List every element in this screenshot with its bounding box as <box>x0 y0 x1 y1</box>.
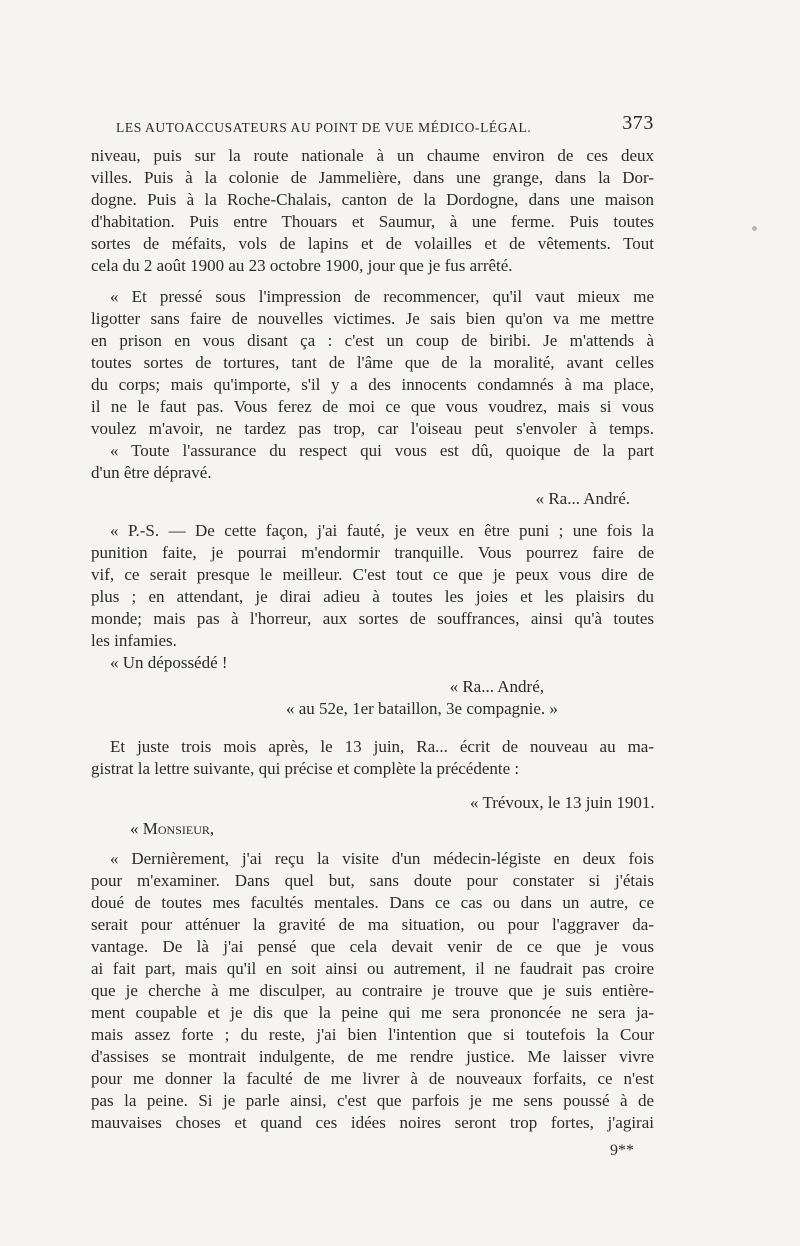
text-line: niveau, puis sur la route nationale à un chaume environ de ces deux <box>91 146 654 165</box>
signature: « Ra... André. <box>535 489 630 508</box>
text-line: serait pour atténuer la gravité de ma situation, ou pour l'aggraver da- <box>91 915 654 934</box>
text-line: « P.-S. — De cette façon, j'ai fauté, je veux en être puni ; une fois la <box>110 521 654 540</box>
text-line: Et juste trois mois après, le 13 juin, Ra... écrit de nouveau au ma- <box>110 737 654 756</box>
page-header <box>116 112 654 142</box>
text-line: d'habitation. Puis entre Thouars et Saumur, à une ferme. Puis toutes <box>91 212 654 231</box>
signature-unit: « au 52e, 1er bataillon, 3e compagnie. » <box>286 699 558 718</box>
signature-mark: 9** <box>610 1142 634 1159</box>
text-line: pour me donner la faculté de me livrer à de nouveaux forfaits, ce n'est <box>91 1069 654 1088</box>
text-line: sortes de méfaits, vols de lapins et de volailles et de vêtements. Tout <box>91 234 654 253</box>
text-line: ment coupable et je dis que la peine qui me sera prononcée ne sera ja- <box>91 1003 654 1022</box>
text-line: il ne le faut pas. Vous ferez de moi ce que vous voudrez, mais si vous <box>91 397 654 416</box>
text-line: « Un dépossédé ! <box>110 653 228 672</box>
text-line: ai fait part, mais qu'il en soit ainsi ou autrement, il ne faudrait pas croire <box>91 959 654 978</box>
text-line: plus ; en attendant, je dirai adieu à toutes les joies et les plaisirs du <box>91 587 654 606</box>
text-line: ligotter sans faire de nouvelles victimes. Je sais bien qu'on va me mettre <box>91 309 654 328</box>
text-line: les infamies. <box>91 631 177 650</box>
text-line: mauvaises choses et quand ces idées noires seront trop fortes, j'agirai <box>91 1113 654 1132</box>
text-line: mais assez forte ; du reste, j'ai bien l'intention que si toutefois la Cour <box>91 1025 654 1044</box>
running-title: LES AUTOACCUSATEURS AU POINT DE VUE MÉDICO-LÉGAL. <box>116 120 532 135</box>
text-line: « Toute l'assurance du respect qui vous est dû, quoique de la part <box>110 441 654 460</box>
text-line: pas la peine. Si je parle ainsi, c'est que parfois je me sens poussé à de <box>91 1091 654 1110</box>
text-line: d'un être dépravé. <box>91 463 212 482</box>
text-line: que je cherche à me disculper, au contraire je trouve que je suis entière- <box>91 981 654 1000</box>
text-line: villes. Puis à la colonie de Jammelière, dans une grange, dans la Dor- <box>91 168 654 187</box>
text-line: doué de toutes mes facultés mentales. Dans ce cas ou dans un autre, ce <box>91 893 654 912</box>
text-line: vantage. De là j'ai pensé que cela devait venir de ce que je vous <box>91 937 654 956</box>
text-line: dogne. Puis à la Roche-Chalais, canton de la Dordogne, dans une maison <box>91 190 654 209</box>
text-line: pour m'examiner. Dans quel but, sans doute pour constater si j'étais <box>91 871 654 890</box>
paper-spot <box>752 226 757 231</box>
signature: « Ra... André, <box>449 677 544 696</box>
text-line: « Et pressé sous l'impression de recommencer, qu'il vaut mieux me <box>110 287 654 306</box>
text-line: monde; mais pas à l'horreur, aux sortes de souffrances, ainsi qu'à toutes <box>91 609 654 628</box>
text-line: d'assises se montrait indulgente, de me rendre justice. Me laisser vivre <box>91 1047 654 1066</box>
text-line: du corps; mais qu'importe, s'il y a des innocents condamnés à ma place, <box>91 375 654 394</box>
text-line: « Dernièrement, j'ai reçu la visite d'un médecin-légiste en deux fois <box>110 849 654 868</box>
text-line: en prison en vous disant ça : c'est un coup de biribi. Je m'attends à <box>91 331 654 350</box>
text-line: punition faite, je pourrai m'endormir tranquille. Vous pourrez faire de <box>91 543 654 562</box>
text-line: voulez m'avoir, ne tardez pas trop, car l'oiseau peut s'envoler à temps. <box>91 419 654 438</box>
text-line: gistrat la lettre suivante, qui précise et complète la précédente : <box>91 759 520 778</box>
letter-date: « Trévoux, le 13 juin 1901. <box>470 793 655 812</box>
text-line: toutes sortes de tortures, tant de l'âme que de la moralité, avant celles <box>91 353 654 372</box>
text-line: vif, ce serait presque le meilleur. C'est tout ce que je peux vous dire de <box>91 565 654 584</box>
text-line: cela du 2 août 1900 au 23 octobre 1900, jour que je fus arrêté. <box>91 256 513 275</box>
letter-salutation: « Monsieur, <box>130 819 215 838</box>
page-number: 373 <box>622 112 654 134</box>
